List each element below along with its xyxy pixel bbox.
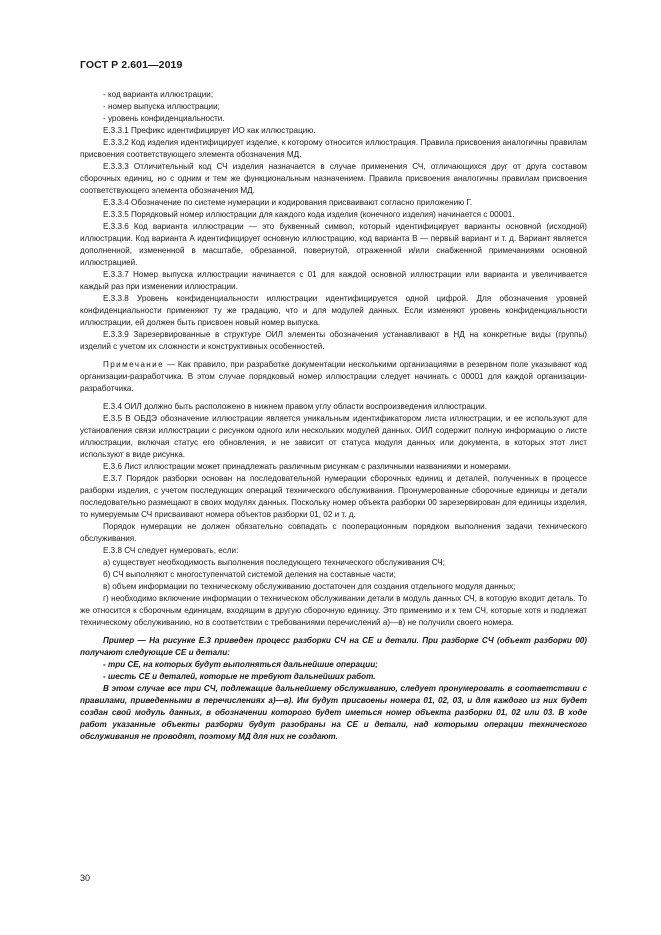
list-item: - код варианта иллюстрации; bbox=[103, 90, 214, 99]
paragraph-e334: Е.3.3.4 Обозначение по системе нумерации и кодирования присваивают согласно приложению Г. bbox=[103, 198, 473, 207]
note-text: — Как правило, при разработке документации несколькими организациями в резервном поле указывают код организации-разработчика. В этом случае порядковый номер иллюстрации следует начинать с 00001 для каждой организации-разработчика. bbox=[80, 360, 587, 393]
paragraph-e38: Е.3.8 СЧ следует нумеровать, если: bbox=[103, 546, 239, 555]
list-item: в) объем информации по техническому обслуживанию достаточен для создания отдельного модуля данных; bbox=[103, 582, 516, 591]
paragraph-e332: Е.3.3.2 Код изделия идентифицирует изделие, к которому относится иллюстрация. Правила присвоения аналогичны правилам присвоения соответствующего элемента обозначения МД. bbox=[80, 138, 587, 159]
example-list-item: - три СЕ, на которых будут выполняться дальнейшие операции; bbox=[103, 660, 378, 669]
paragraph-e336: Е.3.3.6 Код варианта иллюстрации — это буквенный символ, который идентифицирует варианты основной (исходной) иллюстрации. Код варианта А идентифицирует основную иллюстрацию, код варианта В — первый вариант и т. д. Вариант является дополненной, измененной в масштабе, обрезанной, повернутой, отраженной и/или снабженной примечаниями основной иллюстрацией. bbox=[80, 222, 587, 267]
paragraph-e331: Е.3.3.1 Префикс идентифицирует ИО как иллюстрацию. bbox=[103, 126, 316, 135]
paragraph-e37: Е.3.7 Порядок разборки основан на последовательной нумерации сборочных единиц и деталей, полученных в процессе разборки изделия, с учетом последующих операций технического обслуживания. Пронумерованные сборочные единицы и детали последовательно размещают в своих модулях данных. Поскольку номер объекта разборки 00 зарезервирован для единицы изделия, то нумеруемым СЧ присваивают номера объектов разборки 01, 02 и т. д. bbox=[80, 474, 587, 519]
list-item: г) необходимо включение информации о техническом обслуживании детали в модуль данных СЧ, в которую входит деталь. То же относится к сборочным единицам, входящим в другую сборочную единицу. Это применимо и к тем СЧ, которые хотя и подлежат техническому обслуживанию, но в соответствии с требованиями перечислений а)—в) не получили своего номера. bbox=[80, 594, 587, 627]
example-intro: Пример — На рисунке Е.3 приведен процесс разборки СЧ на СЕ и детали. При разборке СЧ (объект разборки 00) получают следующие СЕ и детали: bbox=[80, 636, 587, 657]
paragraph-e36: Е.3.6 Лист иллюстрации может принадлежать различным рисункам с различными названиями и номерами. bbox=[103, 462, 511, 471]
list-item: а) существует необходимость выполнения последующего технического обслуживания СЧ; bbox=[103, 558, 445, 567]
note-label: Примечание bbox=[103, 360, 165, 369]
paragraph-e337: Е.3.3.7 Номер выпуска иллюстрации начинается с 01 для каждой основной иллюстрации или варианта и увеличивается каждый раз при изменении иллюстрации. bbox=[80, 270, 587, 291]
paragraph-order: Порядок нумерации не должен обязательно совпадать с пооперационным порядком выполнения задачи технического обслуживания. bbox=[80, 522, 587, 543]
list-item: б) СЧ выполняют с многоступенчатой системой деления на составные части; bbox=[103, 570, 396, 579]
paragraph-e333: Е.3.3.3 Отличительный код СЧ изделия назначается в случае применения СЧ, отличающихся друг от друга составом сборочных единиц, но с одним и тем же функциональным назначением. Правила присвоения аналогичны правилам присвоения соответствующего элемента обозначения МД. bbox=[80, 162, 587, 195]
page-header: ГОСТ Р 2.601—2019 bbox=[80, 59, 183, 71]
paragraph-e335: Е.3.3.5 Порядковый номер иллюстрации для каждого кода изделия (конечного изделия) начинается с 00001. bbox=[103, 210, 515, 219]
paragraph-e34: Е.3.4 ОИЛ должно быть расположено в нижнем правом углу области воспроизведения иллюстрации. bbox=[103, 402, 487, 411]
example-list-item: - шесть СЕ и деталей, которые не требуют дальнейших работ. bbox=[103, 672, 376, 681]
page-body bbox=[80, 89, 587, 743]
list-item: - номер выпуска иллюстрации; bbox=[103, 102, 220, 111]
paragraph-e339: Е.3.3.9 Зарезервированные в структуре ОИЛ элементы обозначения устанавливают в НД на конкретные виды (группы) изделий с учетом их сложности и конструктивных особенностей. bbox=[80, 330, 587, 351]
page-number: 30 bbox=[80, 873, 91, 883]
list-item: - уровень конфиденциальности. bbox=[103, 114, 225, 123]
paragraph-e35: Е.3.5 В ОБДЭ обозначение иллюстрации является уникальным идентификатором листа иллюстрации, и ее используют для установления связи иллюстрации с рисунком одного или нескольких модулей данных. ОИЛ содержит полную информацию о листе иллюстрации, включая статус его обновления, и не зависит от статуса модуля данных или документа, в которых этот лист используют в виде рисунка. bbox=[80, 414, 587, 459]
note bbox=[80, 359, 587, 395]
paragraph-e338: Е.3.3.8 Уровень конфиденциальности иллюстрации идентифицируется одной цифрой. Для обозначения уровней конфиденциальности применяют ту же градацию, что и для модулей данных. Если изменяют уровень конфиденциальности иллюстрации, ей должен быть присвоен новый номер выпуска. bbox=[80, 294, 587, 327]
example-tail: В этом случае все три СЧ, подлежащие дальнейшему обслуживанию, следует пронумеровать в соответствии с правилами, приведенными в перечислениях а)—в). Им будут присвоены номера 01, 02, 03, и для каждого из них будет создан свой модуль данных, в обозначении которого будет иметься номер объекта разборки 01, 02 или 03. В ходе работ указанные объекты разборки будут разобраны на СЕ и детали, над которыми операции технического обслуживания не проводят, поэтому МД для них не создают. bbox=[80, 684, 587, 741]
